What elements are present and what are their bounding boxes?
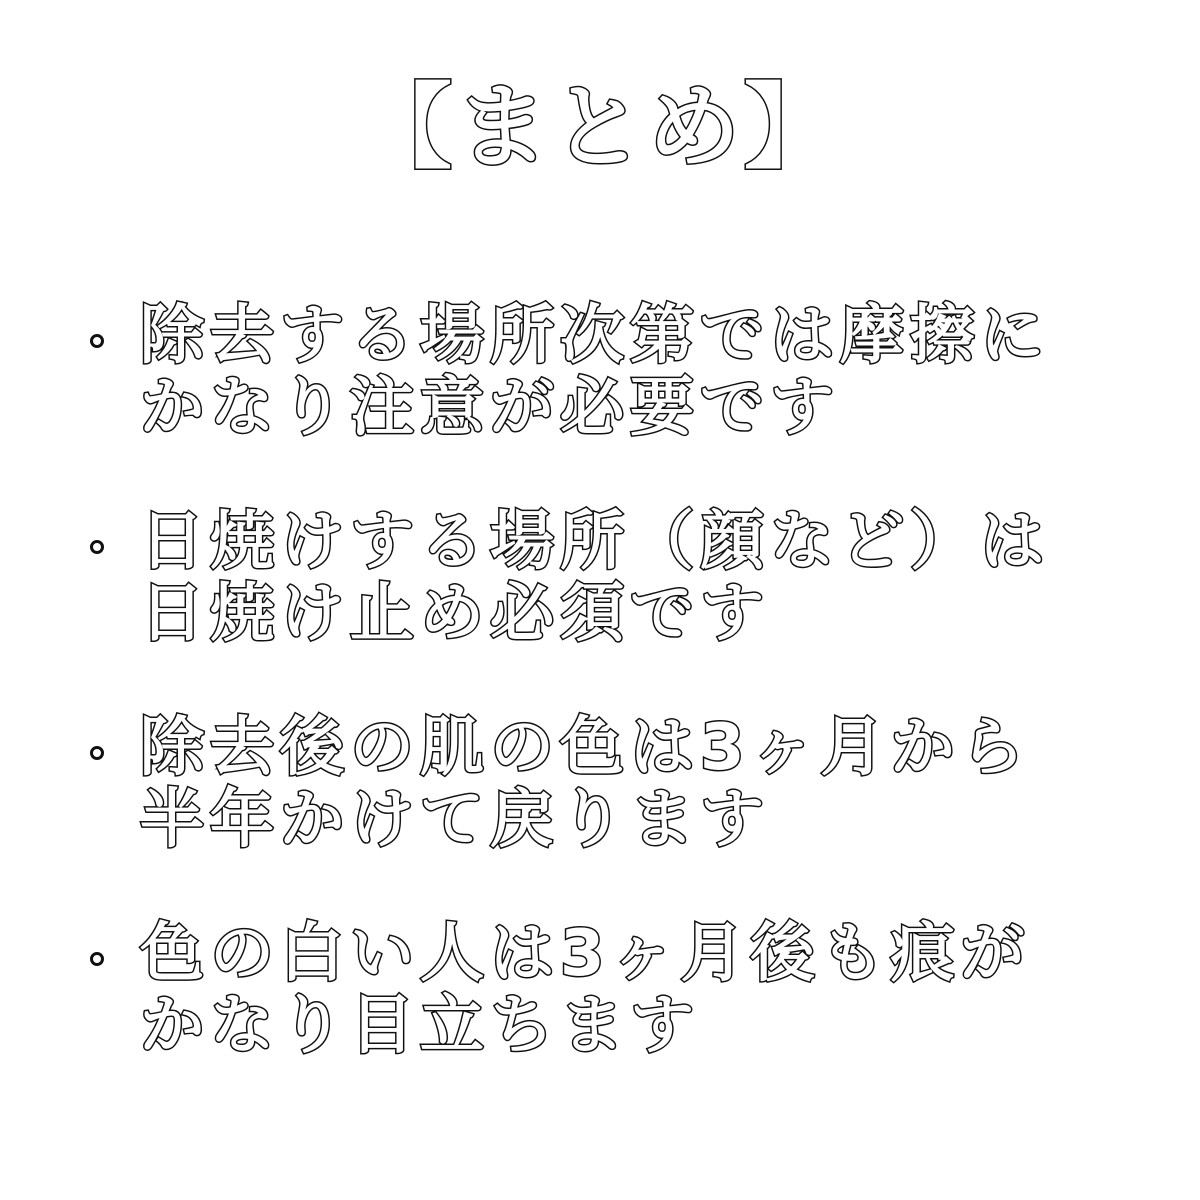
list-item: [88, 506, 1148, 650]
list-item-line-2: かなり注意が必要です: [140, 371, 840, 445]
list-item-line-1: 除去する場所次第では摩擦に: [140, 299, 1050, 373]
page-title: 【まとめ】: [359, 74, 840, 181]
list-item-line-1: 色の白い人は3ヶ月後も痕が: [140, 917, 1031, 991]
bullet-circle-icon: [90, 540, 104, 554]
summary-list: [88, 300, 1148, 1124]
list-item-line-1: 日焼けする場所（顔など）は: [140, 505, 1050, 579]
list-item: [88, 712, 1148, 856]
bullet-circle-icon: [90, 334, 104, 348]
list-item: [88, 918, 1148, 1062]
list-item-line-2: かなり目立ちます: [140, 989, 700, 1063]
bullet-circle-icon: [90, 746, 104, 760]
list-item-line-2: 半年かけて戻ります: [140, 783, 770, 857]
bullet-circle-icon: [90, 952, 104, 966]
list-item-line-1: 除去後の肌の色は3ヶ月から: [140, 711, 1031, 785]
list-item-line-2: 日焼け止め必須です: [140, 577, 770, 651]
list-item: [88, 300, 1148, 444]
